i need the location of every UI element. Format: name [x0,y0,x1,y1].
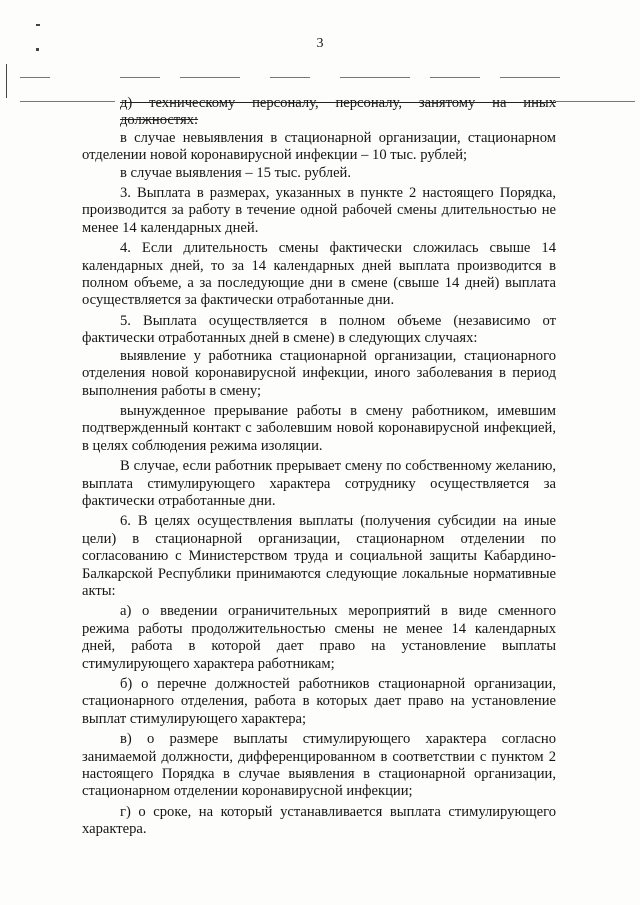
document-body [82,95,556,839]
paragraph-6-b: б) о перечне должностей работников стационарной организации, стационарного отделения, работа в которых дает право на установление выплат стимулирующего характера; [82,676,556,727]
paragraph-5: 5. Выплата осуществляется в полном объеме (независимо от фактически отработанных дней в смене) в следующих случаях: [82,312,556,347]
scan-dash [500,77,560,78]
scan-dash [180,77,240,78]
scan-dash [430,77,480,78]
scan-dash [555,101,635,102]
paragraph-own-will: В случае, если работник прерывает смену по собственному желанию, выплата стимулирующего характера сотруднику осуществляется за фактически отработанные дни. [82,458,556,509]
paragraph-3: 3. Выплата в размерах, указанных в пункте 2 настоящего Порядка, производится за работу в течение одной рабочей смены длительностью не менее 14 календарных дней. [82,185,556,236]
scan-dash [20,77,50,78]
paragraph-5-case-1: выявление у работника стационарной организации, стационарного отделения новой коронавирусной инфекции, иного заболевания в период выполнения работы в смену; [82,347,556,399]
scan-mark [36,24,40,26]
page-number: 3 [316,36,324,51]
paragraph-detected: в случае выявления – 15 тыс. рублей. [120,164,352,181]
paragraph-6-v: в) о размере выплаты стимулирующего характера согласно занимаемой должности, дифференцированном в соответствии с пунктом 2 настоящего Порядка в случае выявления в стационарной организации, стационарном отделении коронавирусной инфекции; [82,731,556,800]
scan-dash [340,77,410,78]
paragraph-6-g: г) о сроке, на который устанавливается выплата стимулирующего характера. [82,803,556,838]
paragraph-d-technical-staff: д) техническому персоналу, персоналу, занятому на иных должностях: [120,95,556,129]
scan-dash [270,77,310,78]
paragraph-6-a: а) о введении ограничительных мероприятий в виде сменного режима работы продолжительностью смены не менее 14 календарных дней, работа в которой дает право на установление выплаты стимулирующего характера работникам; [82,603,556,672]
scan-dash [120,77,160,78]
paragraph-not-detected: в случае невыявления в стационарной организации, стационарном отделении новой коронавирусной инфекции – 10 тыс. рублей; [82,129,556,164]
paragraph-6: 6. В целях осуществления выплаты (получения субсидии на иные цели) в стационарной организации, стационарном отделении по согласованию с Министерством труда и социальной защиты Кабардино-Балкарской Республики принимаются следующие локальные нормативные акты: [82,513,556,599]
paragraph-5-case-2: вынужденное прерывание работы в смену работником, имевшим подтвержденный контакт с заболевшим новой коронавирусной инфекцией, в целях соблюдения режима изоляции. [82,402,556,454]
scan-mark [36,48,39,51]
paragraph-4: 4. Если длительность смены фактически сложилась свыше 14 календарных дней, то за 14 календарных дней выплата производится в полном объеме, а за последующие дни в смене (свыше 14 дней) выплата осуществляется за фактически отработанные дни. [82,240,556,309]
scan-mark [6,64,7,98]
